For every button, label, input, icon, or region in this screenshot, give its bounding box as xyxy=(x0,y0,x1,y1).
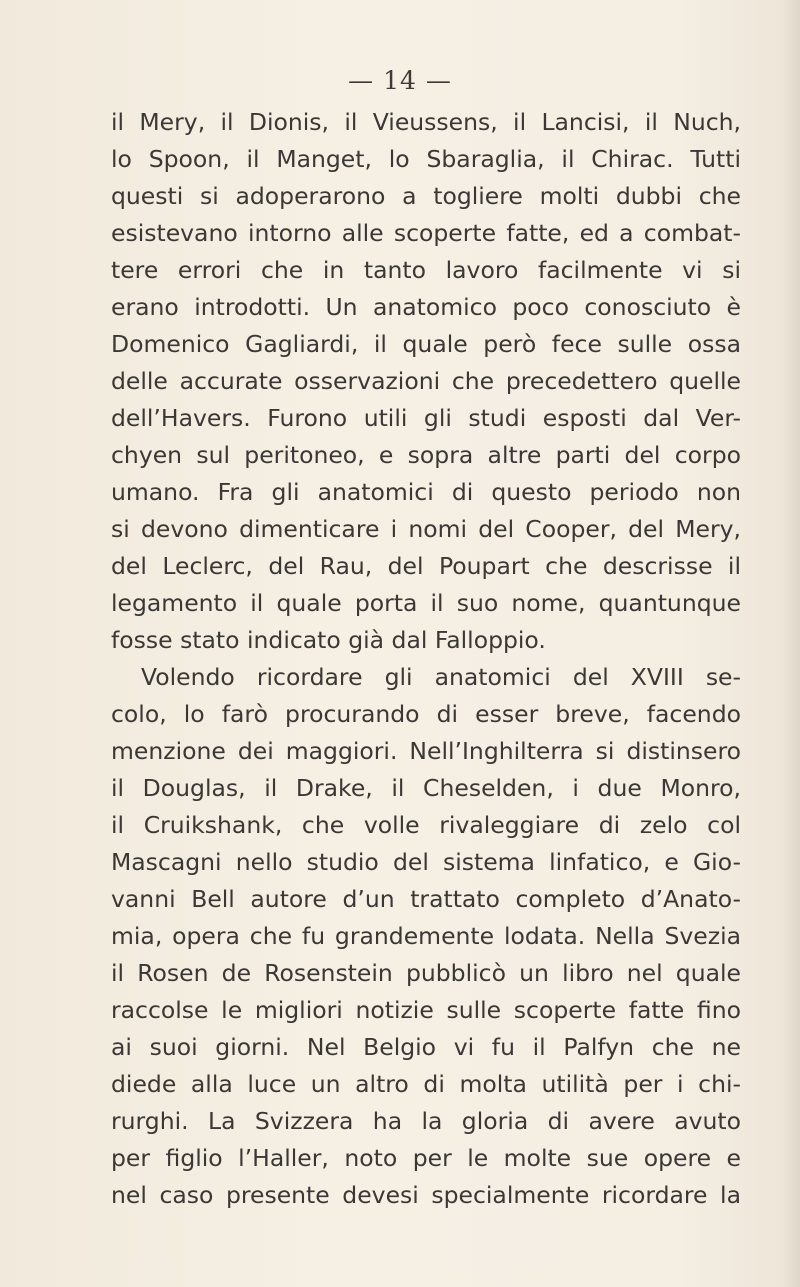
text-line: colo, lo farò procurando di esser breve, facendo xyxy=(111,700,741,728)
text-line: Volendo ricordare gli anatomici del XVIII se- xyxy=(141,663,741,691)
text-line: vanni Bell autore d’un trattato completo d’Anato- xyxy=(111,885,741,913)
page-edge-shadow xyxy=(782,0,800,1287)
text-line: il Douglas, il Drake, il Cheselden, i due Monro, xyxy=(111,774,741,802)
text-line: ai suoi giorni. Nel Belgio vi fu il Palfyn che ne xyxy=(111,1033,741,1061)
text-line: mia, opera che fu grandemente lodata. Nella Svezia xyxy=(111,922,741,950)
text-line: nel caso presente devesi specialmente ricordare la xyxy=(111,1181,741,1209)
text-line: delle accurate osservazioni che precedettero quelle xyxy=(111,367,741,395)
text-line: menzione dei maggiori. Nell’Inghilterra si distinsero xyxy=(111,737,741,765)
text-line: questi si adoperarono a togliere molti dubbi che xyxy=(111,182,741,210)
text-line: il Mery, il Dionis, il Vieussens, il Lancisi, il Nuch, xyxy=(111,108,741,136)
text-line: rurghi. La Svizzera ha la gloria di avere avuto xyxy=(111,1107,741,1135)
text-line: Domenico Gagliardi, il quale però fece sulle ossa xyxy=(111,330,741,358)
page-number: — 14 — xyxy=(348,66,452,95)
text-line: tere errori che in tanto lavoro facilmente vi si xyxy=(111,256,741,284)
text-line: chyen sul peritoneo, e sopra altre parti del corpo xyxy=(111,441,741,469)
text-line: diede alla luce un altro di molta utilità per i chi- xyxy=(111,1070,741,1098)
text-line: fosse stato indicato già dal Falloppio. xyxy=(111,626,546,654)
text-line: lo Spoon, il Manget, lo Sbaraglia, il Chirac. Tutti xyxy=(111,145,741,173)
text-line: del Leclerc, del Rau, del Poupart che descrisse il xyxy=(111,552,741,580)
body-text xyxy=(111,104,741,1214)
text-line: erano introdotti. Un anatomico poco conosciuto è xyxy=(111,293,741,321)
text-line: raccolse le migliori notizie sulle scoperte fatte fino xyxy=(111,996,741,1024)
text-line: si devono dimenticare i nomi del Cooper, del Mery, xyxy=(111,515,741,543)
text-line: umano. Fra gli anatomici di questo periodo non xyxy=(111,478,741,506)
text-line: Mascagni nello studio del sistema linfatico, e Gio- xyxy=(111,848,741,876)
text-line: il Rosen de Rosenstein pubblicò un libro nel quale xyxy=(111,959,741,987)
text-line: il Cruikshank, che volle rivaleggiare di zelo col xyxy=(111,811,741,839)
text-line: per figlio l’Haller, noto per le molte sue opere e xyxy=(111,1144,741,1172)
text-line: legamento il quale porta il suo nome, quantunque xyxy=(111,589,741,617)
text-line: esistevano intorno alle scoperte fatte, ed a combat- xyxy=(111,219,741,247)
text-line: dell’Havers. Furono utili gli studi esposti dal Ver- xyxy=(111,404,741,432)
